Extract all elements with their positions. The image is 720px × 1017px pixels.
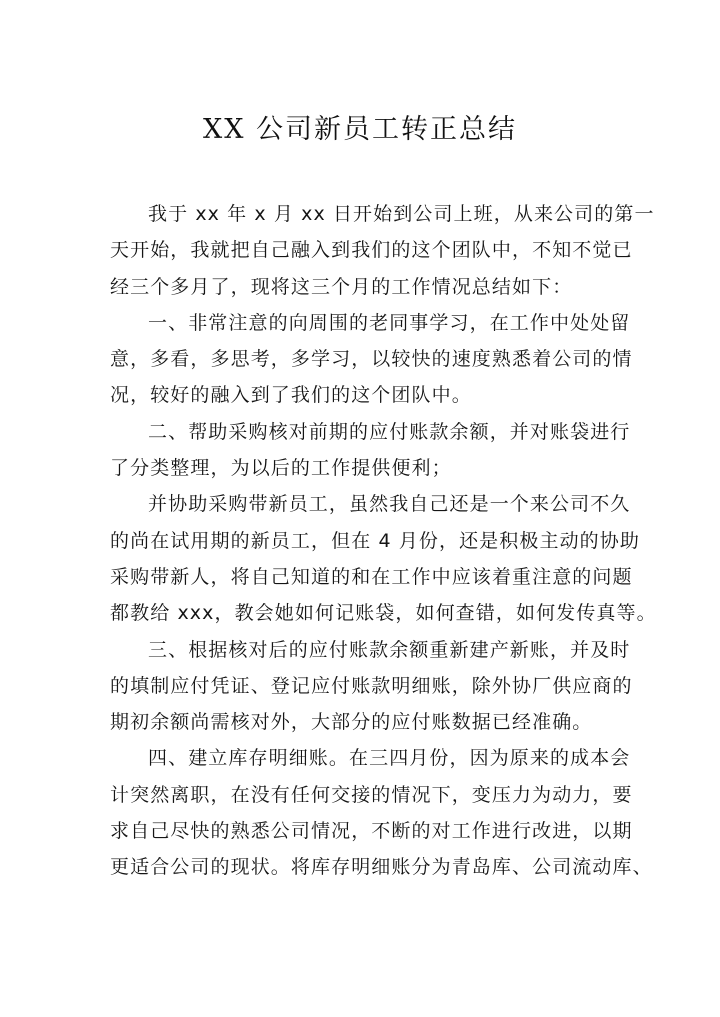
paragraph-item3-line-2: 的填制应付凭证、登记应付账款明细账，除外协厂供应商的 [110, 674, 633, 697]
paragraph-item3-line-3: 期初余额尚需核对外，大部分的应付账数据已经准确。 [110, 711, 593, 734]
paragraph-intro-line-3: 经三个多月了，现将这三个月的工作情况总结如下： [110, 275, 573, 298]
paragraph-item2-line-2: 了分类整理，为以后的工作提供便利； [110, 457, 452, 480]
paragraph-item1-line-2: 意，多看，多思考，多学习，以较快的速度熟悉着公司的情 [110, 348, 633, 371]
paragraph-intro-line-1: 我于 xx 年 x 月 xx 日开始到公司上班，从来公司的第一 [148, 203, 655, 225]
paragraph-item1-line-1: 一、非常注意的向周围的老同事学习，在工作中处处留 [148, 311, 631, 334]
paragraph-item4-line-3: 求自己尽快的熟悉公司情况，不断的对工作进行改进，以期 [110, 820, 633, 843]
paragraph-item1-line-3: 况，较好的融入到了我们的这个团队中。 [110, 384, 472, 407]
paragraph-item4-line-4: 更适合公司的现状。将库存明细账分为青岛库、公司流动库、 [110, 856, 653, 879]
paragraph-training-line-1: 并协助采购带新员工，虽然我自己还是一个来公司不久 [148, 493, 631, 516]
document-title: XX 公司新员工转正总结 [202, 114, 518, 145]
document-body [110, 196, 657, 886]
paragraph-training-line-4: 都教给 xxx，教会她如何记账袋，如何查错，如何发传真等。 [110, 602, 657, 625]
paragraph-item3-line-1: 三、根据核对后的应付账款余额重新建产新账，并及时 [148, 638, 631, 661]
paragraph-item4-line-1: 四、建立库存明细账。在三四月份，因为原来的成本会 [148, 747, 631, 770]
paragraph-training-line-2: 的尚在试用期的新员工，但在 4 月份，还是积极主动的协助 [110, 529, 640, 552]
paragraph-training-line-3: 采购带新人，将自己知道的和在工作中应该着重注意的问题 [110, 565, 633, 588]
paragraph-item4-line-2: 计突然离职，在没有任何交接的情况下，变压力为动力，要 [110, 783, 633, 806]
paragraph-item2-line-1: 二、帮助采购核对前期的应付账款余额，并对账袋进行 [148, 420, 631, 443]
paragraph-intro-line-2: 天开始，我就把自己融入到我们的这个团队中，不知不觉已 [110, 239, 633, 262]
